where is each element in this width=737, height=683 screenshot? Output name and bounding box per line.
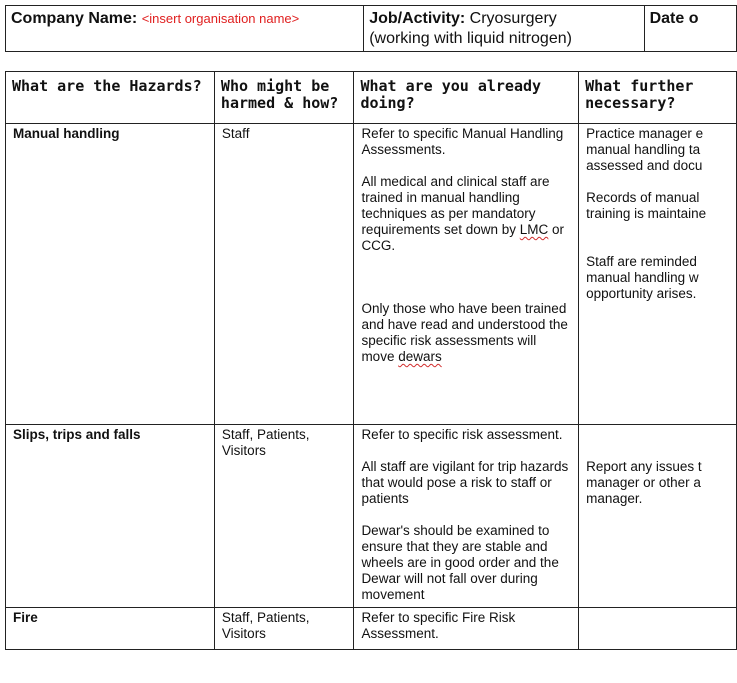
job-activity-value: Cryosurgery [465, 10, 557, 27]
hazard-cell: Manual handling [6, 124, 215, 425]
table-row [6, 608, 737, 650]
already-doing-cell [354, 608, 579, 650]
doing-paragraph: Dewar's should be examined to ensure that they are stable and wheels are in good order and the Dewar will not fall over during movement [361, 523, 559, 602]
column-header-hazards: What are the Hazards? [6, 72, 215, 124]
column-header-further-action: What further necessary? [579, 72, 737, 124]
spelling-flag: dewars [398, 349, 442, 364]
job-activity-value-line2: (working with liquid nitrogen) [369, 30, 572, 47]
further-action-cell [579, 608, 737, 650]
who-harmed-cell: Staff, Patients, Visitors [214, 425, 354, 608]
already-doing-cell [354, 425, 579, 608]
company-name-label: Company Name: [11, 10, 138, 27]
job-activity-cell [364, 6, 644, 52]
date-label: Date o [649, 10, 699, 27]
doing-paragraph: Refer to specific Fire Risk Assessment. [361, 610, 516, 641]
table-header-row [6, 72, 737, 124]
column-header-already-doing: What are you already doing? [354, 72, 579, 124]
job-activity-label: Job/Activity: [369, 10, 466, 27]
further-action-cell: Report any issues t manager or other a manager. [579, 425, 737, 608]
company-name-placeholder[interactable]: <insert organisation name> [141, 11, 300, 26]
company-name-cell [6, 6, 364, 52]
doing-paragraph: Only those who have been trained and have read and understood the specific risk assessments will move dewars [361, 301, 568, 364]
header-table [5, 5, 737, 52]
who-harmed-cell: Staff [214, 124, 354, 425]
risk-assessment-table [5, 71, 737, 650]
doing-paragraph: Refer to specific Manual Handling Assessments. [361, 126, 564, 157]
doing-paragraph: Refer to specific risk assessment. [361, 427, 563, 442]
date-cell [644, 6, 736, 52]
spelling-flag: LMC [519, 222, 549, 237]
table-row [6, 124, 737, 425]
who-harmed-cell: Staff, Patients, Visitors [214, 608, 354, 650]
further-action-cell: Practice manager e manual handling ta assessed and docu Records of manual training is maintaine Staff are reminded manual handling w opportunity arises. [579, 124, 737, 425]
table-row [6, 425, 737, 608]
hazard-cell: Fire [6, 608, 215, 650]
hazard-cell: Slips, trips and falls [6, 425, 215, 608]
column-header-who-harmed: Who might be harmed & how? [214, 72, 354, 124]
already-doing-cell [354, 124, 579, 425]
doing-paragraph: All medical and clinical staff are trained in manual handling techniques as per mandatory requirements set down by LMC or CCG. [361, 174, 565, 253]
doing-paragraph: All staff are vigilant for trip hazards that would pose a risk to staff or patients [361, 459, 569, 506]
